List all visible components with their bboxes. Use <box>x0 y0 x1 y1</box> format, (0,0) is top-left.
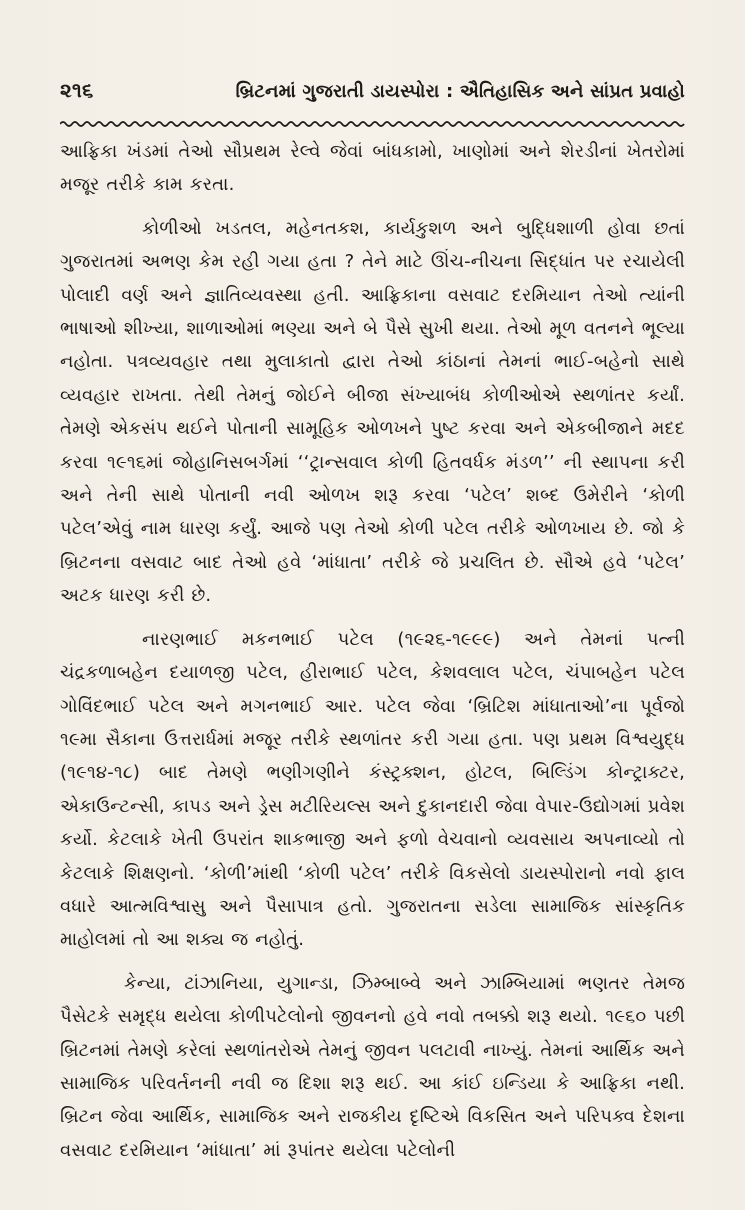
page-header <box>60 78 685 116</box>
paragraph-migration-britain: કેન્યા, ટાંઝાનિયા, યુગાન્ડા, ઝિમ્બાબ્વે અને ઝામ્બિયામાં ભણતર તેમજ પૈસેટકે સમૃદ્ધ થયેલા કોળીપટેલોનો જીવનનો હવે નવો તબક્કો શરૂ થયો. ૧૯૬૦ પછી બ્રિટનમાં તેમણે કરેલાં સ્થળાંતરોએ તેમનું જીવન પલટાવી નાખ્યું. તેમનાં આર્થિક અને સામાજિક પરિવર્તનની નવી જ દિશા શરૂ થઈ. આ કાંઈ ઇન્ડિયા કે આફ્રિકા નથી. બ્રિટન જેવા આર્થિક, સામાજિક અને રાજકીય દૃષ્ટિએ વિકસિત અને પરિપક્વ દેશના વસવાટ દરમિયાન ‘માંધાતા’ માં રૂપાંતર થયેલા પટેલોની <box>60 972 685 1161</box>
header-wavy-rule <box>60 119 685 129</box>
paragraph-koli-identity: કોળીઓ ખડતલ, મહેનતકશ, કાર્યકુશળ અને બુદ્ધિશાળી હોવા છતાં ગુજરાતમાં અભણ કેમ રહી ગયા હતા ? તેને માટે ઊંચ-નીચના સિદ્ધાંત પર રચાયેલી પોલાદી વર્ણ અને જ્ઞાતિવ્યવસ્થા હતી. આફ્રિકાના વસવાટ દરમિયાન તેઓ ત્યાંની ભાષાઓ શીખ્યા, શાળાઓમાં ભણ્યા અને બે પૈસે સુખી થયા. તેઓ મૂળ વતનને ભૂલ્યા નહોતા. પત્રવ્યવહાર તથા મુલાકાતો દ્વારા તેઓ કાંઠાનાં તેમનાં ભાઈ-બહેનો સાથે વ્યવહાર રાખતા. તેથી તેમનું જોઈને બીજા સંખ્યાબંધ કોળીઓએ સ્થળાંતર કર્યાં. તેમણે એકસંપ થઈને પોતાની સામૂહિક ઓળખને પુષ્ટ કરવા અને એકબીજાને મદદ કરવા ૧૯૧૬માં જોહાનિસબર્ગમાં ‘‘ટ્રાન્સવાલ કોળી હિતવર્ધક મંડળ’’ ની સ્થાપના કરી અને તેની સાથે પોતાની નવી ઓળખ શરૂ કરવા ‘પટેલ’ શબ્દ ઉમેરીને ‘કોળી પટેલ’એવું નામ ધારણ કર્યું. આજે પણ તેઓ કોળી પટેલ તરીકે ઓળખાય છે. જો કે બ્રિટનના વસવાટ બાદ તેઓ હવે ‘માંધાતા’ તરીકે જે પ્રચલિત છે. સૌએ હવે ‘પટેલ’ અટક ધારણ કરી છે. <box>60 217 685 607</box>
paragraph-british-mandhata: નારણભાઈ મકનભાઈ પટેલ (૧૯૨૬-૧૯૯૯) અને તેમનાં પત્ની ચંદ્રકળાબહેન દયાળજી પટેલ, હીરાભાઈ પટેલ, કેશવલાલ પટેલ, ચંપાબહેન પટેલ ગોવિંદભાઈ પટેલ અને મગનભાઈ આર. પટેલ જેવા ‘બ્રિટિશ માંધાતાઓ’ના પૂર્વજો ૧૯મા સૈકાના ઉત્તરાર્ધમાં મજૂર તરીકે સ્થળાંતર કરી ગયા હતા. પણ પ્રથમ વિશ્વયુદ્ધ (૧૯૧૪-૧૮) બાદ તેમણે ભણીગણીને કંસ્ટ્રક્શન, હોટલ, બિલ્ડિંગ કોન્ટ્રાક્ટર, એકાઉન્ટન્સી, કાપડ અને ડ્રેસ મટીરિયલ્સ અને દુકાનદારી જેવા વેપાર-ઉદ્યોગમાં પ્રવેશ કર્યો. કેટલાકે ખેતી ઉપરાંત શાકભાજી અને ફળો વેચવાનો વ્યવસાય અપનાવ્યો તો કેટલાકે શિક્ષણનો. ‘કોળી’માંથી ‘કોળી પટેલ’ તરીકે વિકસેલો ડાયસ્પોરાનો નવો ફાલ વધારે આત્મવિશ્વાસુ અને પૈસાપાત્ર હતો. ગુજરાતના સડેલા સામાજિક સાંસ્કૃતિક માહોલમાં તો આ શક્ય જ નહોતું. <box>60 628 685 951</box>
running-title: બ્રિટનમાં ગુજરાતી ડાયસ્પોરા : ઐતિહાસિક અને સાંપ્રત પ્રવાહો <box>235 81 685 102</box>
page-number: ૨૧૬ <box>60 78 94 102</box>
paragraph-africa-labour: આફ્રિકા ખંડમાં તેઓ સૌપ્રથમ રેલ્વે જેવાં બાંધકામો, ખાણોમાં અને શેરડીનાં ખેતરોમાં મજૂર તરીકે કામ કરતા. <box>60 141 685 196</box>
page-body <box>60 135 685 1167</box>
